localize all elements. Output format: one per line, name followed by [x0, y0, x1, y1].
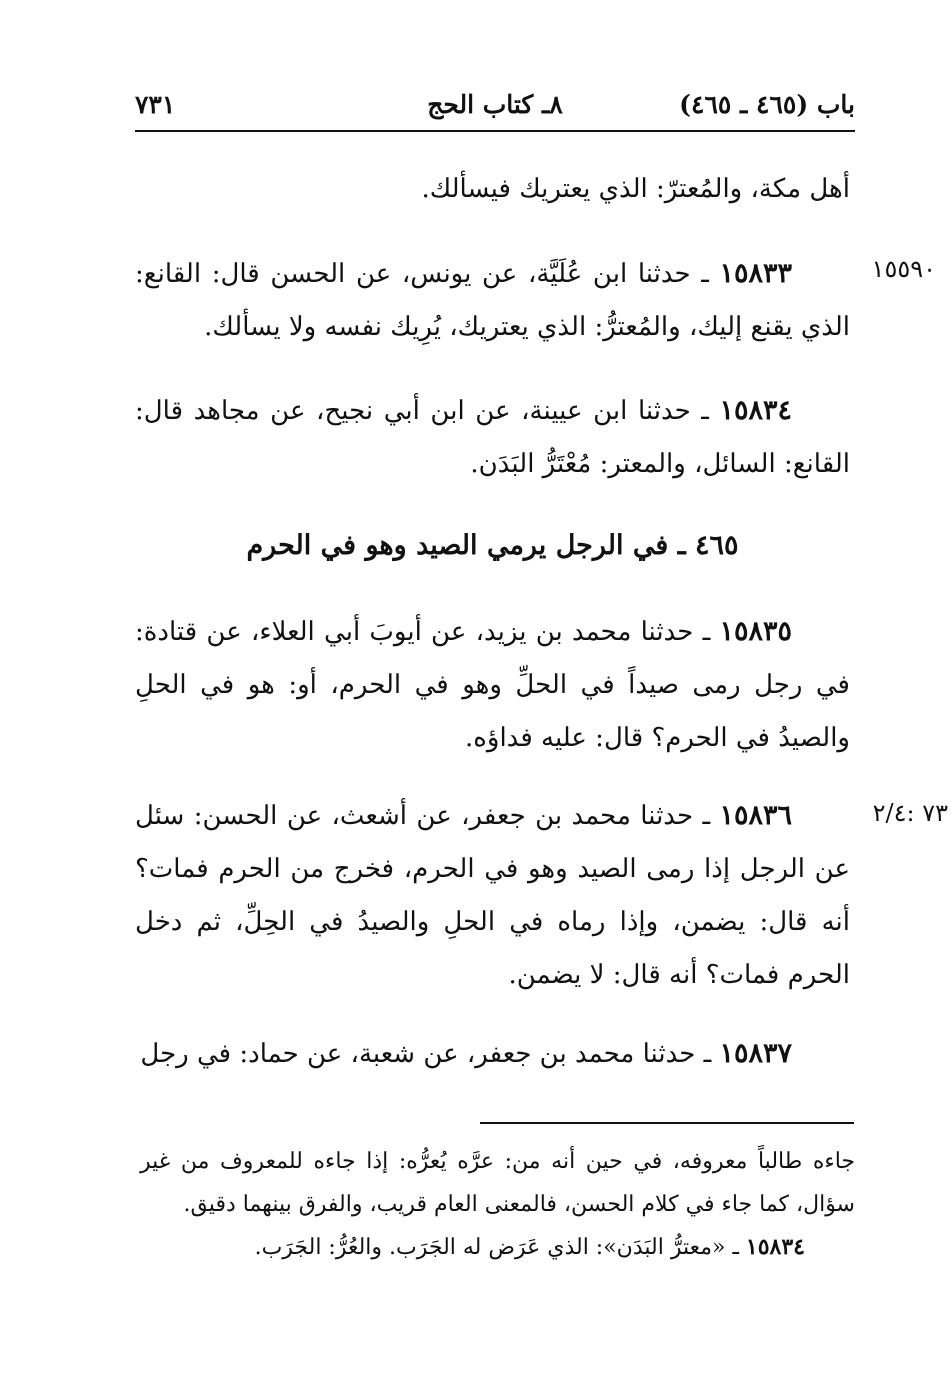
margin-cross-ref: ٧٣ :٢/٤ [872, 799, 948, 827]
hadith-15835 [135, 605, 850, 765]
page-header [135, 80, 855, 132]
hadith-text: ـ حدثنا محمد بن يزيد، عن أيوبَ أبي العلاء، عن قتادة: في رجل رمى صيداً في الحلِّ وهو في الحرم، أو: هو في الحلِ والصيدُ في الحرم؟ قال: عليه فداؤه. [135, 617, 850, 753]
book-title: ٨ـ كتاب الحج [427, 90, 563, 119]
hadith-15837 [135, 1027, 850, 1081]
hadith-text: ـ حدثنا ابن عيينة، عن ابن أبي نجيح، عن مجاهد قال: القانع: السائل، والمعتر: مُعْتَرُّ البَدَن. [135, 396, 850, 479]
hadith-number: ١٥٨٣٥ [719, 616, 793, 647]
hadith-number: ١٥٨٣٤ [719, 395, 792, 426]
footnote-15834 [140, 1226, 855, 1269]
hadith-text: ـ حدثنا محمد بن جعفر، عن شعبة، عن حماد: في رجل [140, 1039, 712, 1069]
hadith-number: ١٥٨٣٣ [719, 258, 793, 289]
section-range: باب (٤٦٥ ـ ٤٦٥) [679, 90, 855, 119]
hadith-15836 [135, 789, 850, 1002]
footnote-continuation: جاءه طالباً معروفه، في حين أنه من: عرَّه يُعرُّه: إذا جاءه للمعروف من غير سؤال، كما جاء في كلام الحسن، فالمعنى العام قريب، والفرق بينهما دقيق. [140, 1149, 855, 1217]
chapter-heading: ٤٦٥ ـ في الرجل يرمي الصيد وهو في الحرم [246, 530, 739, 561]
page-number: ٧٣١ [135, 90, 176, 119]
intro-line: أهل مكة، والمُعترّ: الذي يعتريك فيسألك. [421, 174, 850, 204]
hadith-15833 [135, 247, 850, 354]
hadith-number: ١٥٨٣٦ [719, 800, 792, 831]
footnotes [140, 1140, 855, 1269]
hadith-text: ـ حدثنا محمد بن جعفر، عن أشعث، عن الحسن: سئل عن الرجل إذا رمى الصيد وهو في الحرم، فخرج من الحرم فمات؟ أنه قال: يضمن، وإذا رماه في الحلِ والصيدُ في الحِلِّ، ثم دخل الحرم فمات؟ أنه قال: لا يضمن. [135, 801, 850, 990]
hadith-15834 [135, 384, 850, 491]
hadith-number: ١٥٨٣٧ [719, 1038, 792, 1069]
hadith-text: ـ حدثنا ابن عُلَيَّة، عن يونس، عن الحسن قال: القانع: الذي يقنع إليك، والمُعترُّ: الذي يعتريك، يُرِيك نفسه ولا يسألك. [135, 259, 850, 342]
footnote-text: ـ «معترُّ البَدَن»: الذي عَرَض له الجَرَب. والعُرُّ: الجَرَب. [254, 1235, 739, 1260]
margin-cross-ref: ١٥٥٩٠ [871, 255, 936, 283]
intro-text [135, 163, 850, 216]
footnote-divider [480, 1122, 854, 1124]
footnote-number: ١٥٨٣٤ [745, 1234, 805, 1260]
